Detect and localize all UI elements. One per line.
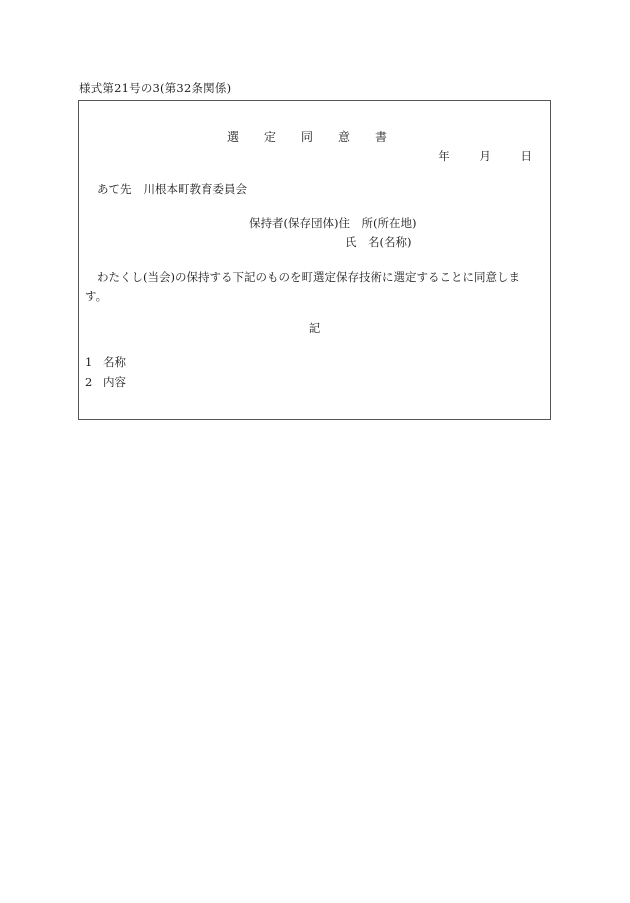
addressee [97,181,247,197]
document-title: 選定同意書 [226,130,412,144]
item-number: 1 [85,355,93,369]
item-number: 2 [85,375,93,389]
list-item [85,354,126,370]
holder-address-label: 保持者(保存団体)住 所(所在地) [249,216,417,230]
consent-statement: わたくし(当会)の保持する下記のものを町選定保存技術に選定することに同意します。 [85,270,520,303]
form-number: 様式第21号の3(第32条関係) [79,81,232,95]
date-line [438,148,532,164]
date-month: 月 [479,149,491,163]
ki-heading: 記 [308,321,321,335]
document-frame [78,100,551,420]
item-label: 名称 [103,355,126,369]
date-day: 日 [520,149,532,163]
date-year: 年 [438,149,450,163]
addressee-name: 川根本町教育委員会 [143,182,247,196]
addressee-prefix: あて先 [97,182,132,196]
item-label: 内容 [103,375,126,389]
holder-name-label: 氏 名(名称) [345,235,412,249]
list-item [85,374,126,390]
